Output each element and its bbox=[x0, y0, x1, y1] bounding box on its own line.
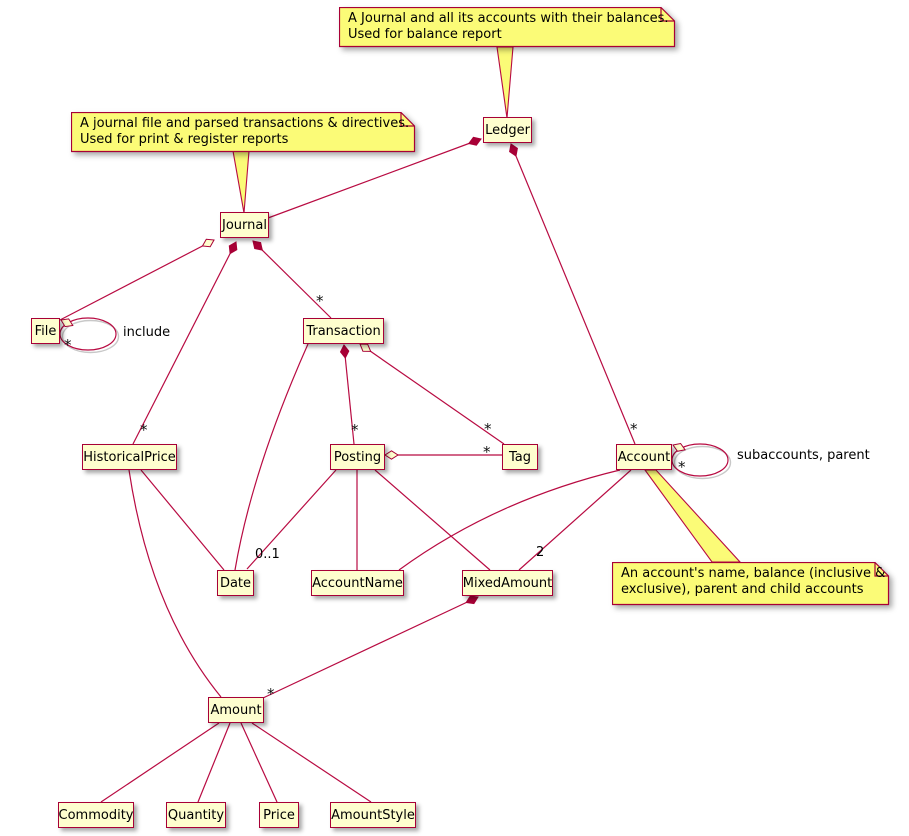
posting-mult: * bbox=[351, 421, 359, 439]
class-account bbox=[616, 444, 672, 470]
class-posting bbox=[330, 444, 385, 470]
file-include-loop-open-diamond-icon bbox=[61, 319, 73, 327]
note-line: A journal file and parsed transactions & directives. bbox=[80, 116, 410, 131]
class-name-label: Ledger bbox=[485, 122, 530, 138]
tag-mult-transaction: * bbox=[484, 420, 492, 438]
class-name-label: Date bbox=[219, 575, 252, 591]
ledger-note-pointer bbox=[497, 47, 513, 118]
class-journal bbox=[220, 212, 269, 238]
edge-ledger-account bbox=[511, 144, 635, 444]
edge-journal-historicalprice bbox=[133, 242, 236, 444]
class-name-label: Account bbox=[617, 449, 671, 465]
mixedamount-mult: 2 bbox=[536, 545, 545, 560]
edge-ledger-journal-filled-diamond-icon bbox=[469, 137, 481, 145]
account-note bbox=[612, 562, 889, 605]
class-name-label: Tag bbox=[508, 449, 531, 465]
ledger-note bbox=[339, 7, 675, 47]
class-price bbox=[259, 802, 299, 828]
class-commodity bbox=[58, 802, 134, 828]
transaction-mult: * bbox=[316, 292, 324, 310]
edge-mixedamount-amount-filled-diamond-icon bbox=[466, 596, 478, 604]
edge-transaction-date bbox=[235, 344, 308, 570]
edge-journal-file bbox=[60, 240, 214, 320]
edge-journal-file-open-diamond-icon bbox=[203, 239, 215, 246]
edge-posting-tag-open-diamond-icon bbox=[385, 451, 398, 459]
ledger-note-text bbox=[348, 11, 669, 43]
date-mult: 0..1 bbox=[255, 547, 280, 562]
class-tag bbox=[502, 444, 538, 470]
edge-ledger-account-filled-diamond-icon bbox=[510, 144, 518, 156]
class-name-label: Commodity bbox=[58, 807, 134, 823]
class-name-label: Posting bbox=[333, 449, 382, 465]
note-line: Used for balance report bbox=[348, 27, 502, 42]
class-name-label: Amount bbox=[210, 702, 262, 718]
edge-amount-price bbox=[241, 723, 277, 802]
account-note-text bbox=[621, 566, 885, 598]
edge-amount-amountstyle bbox=[252, 723, 371, 802]
journal-note-text bbox=[80, 116, 409, 148]
edge-mixedamount-amount bbox=[263, 597, 478, 698]
edge-journal-transaction-filled-diamond-icon bbox=[253, 241, 262, 250]
note-line: exclusive), parent and child accounts bbox=[621, 582, 864, 597]
class-name-label: Transaction bbox=[306, 323, 381, 339]
account-loop-mult: * bbox=[678, 458, 686, 476]
account-loop-label: subaccounts, parent bbox=[737, 448, 870, 463]
historicalprice-mult: * bbox=[140, 421, 148, 439]
class-name-label: File bbox=[34, 323, 57, 339]
edge-amount-commodity bbox=[101, 723, 219, 802]
note-line: A Journal and all its accounts with their balances. bbox=[348, 11, 669, 26]
class-transaction bbox=[303, 318, 384, 344]
account-mult: * bbox=[630, 420, 638, 438]
class-accountname bbox=[311, 570, 404, 596]
edge-historicalprice-amount bbox=[129, 470, 221, 697]
class-date bbox=[217, 570, 254, 596]
class-name-label: HistoricalPrice bbox=[83, 449, 176, 465]
edge-posting-mixedamount bbox=[375, 470, 490, 570]
note-line: An account's name, balance (inclusive & bbox=[621, 566, 886, 581]
account-note-pointer bbox=[645, 470, 740, 562]
edge-amount-quantity bbox=[198, 723, 230, 802]
amount-mult: * bbox=[267, 685, 275, 703]
edge-transaction-posting-filled-diamond-icon bbox=[341, 345, 349, 358]
class-name-label: Price bbox=[263, 807, 295, 823]
tag-mult-posting: * bbox=[483, 443, 491, 461]
account-subaccounts-loop-open-diamond-icon bbox=[673, 444, 685, 452]
class-name-label: MixedAmount bbox=[462, 575, 553, 591]
note-line: Used for print & register reports bbox=[80, 132, 289, 147]
file-include-mult: * bbox=[64, 336, 72, 354]
class-historicalprice bbox=[82, 444, 177, 470]
class-mixedamount bbox=[462, 570, 553, 596]
class-name-label: Quantity bbox=[167, 807, 225, 823]
class-name-label: AmountStyle bbox=[331, 807, 415, 823]
class-file bbox=[31, 318, 60, 344]
file-include-label: include bbox=[123, 325, 171, 340]
edge-transaction-tag-open-diamond-icon bbox=[360, 344, 371, 351]
edge-journal-historicalprice-filled-diamond-icon bbox=[229, 242, 237, 254]
class-name-label: Journal bbox=[222, 217, 267, 233]
class-amount bbox=[208, 697, 264, 723]
edge-historicalprice-date bbox=[141, 470, 224, 570]
class-name-label: AccountName bbox=[312, 575, 403, 591]
class-quantity bbox=[166, 802, 226, 828]
class-amountstyle bbox=[330, 802, 416, 828]
journal-note bbox=[71, 112, 415, 152]
edge-transaction-tag bbox=[360, 344, 504, 444]
class-ledger bbox=[483, 117, 532, 143]
journal-note-pointer bbox=[233, 151, 249, 213]
